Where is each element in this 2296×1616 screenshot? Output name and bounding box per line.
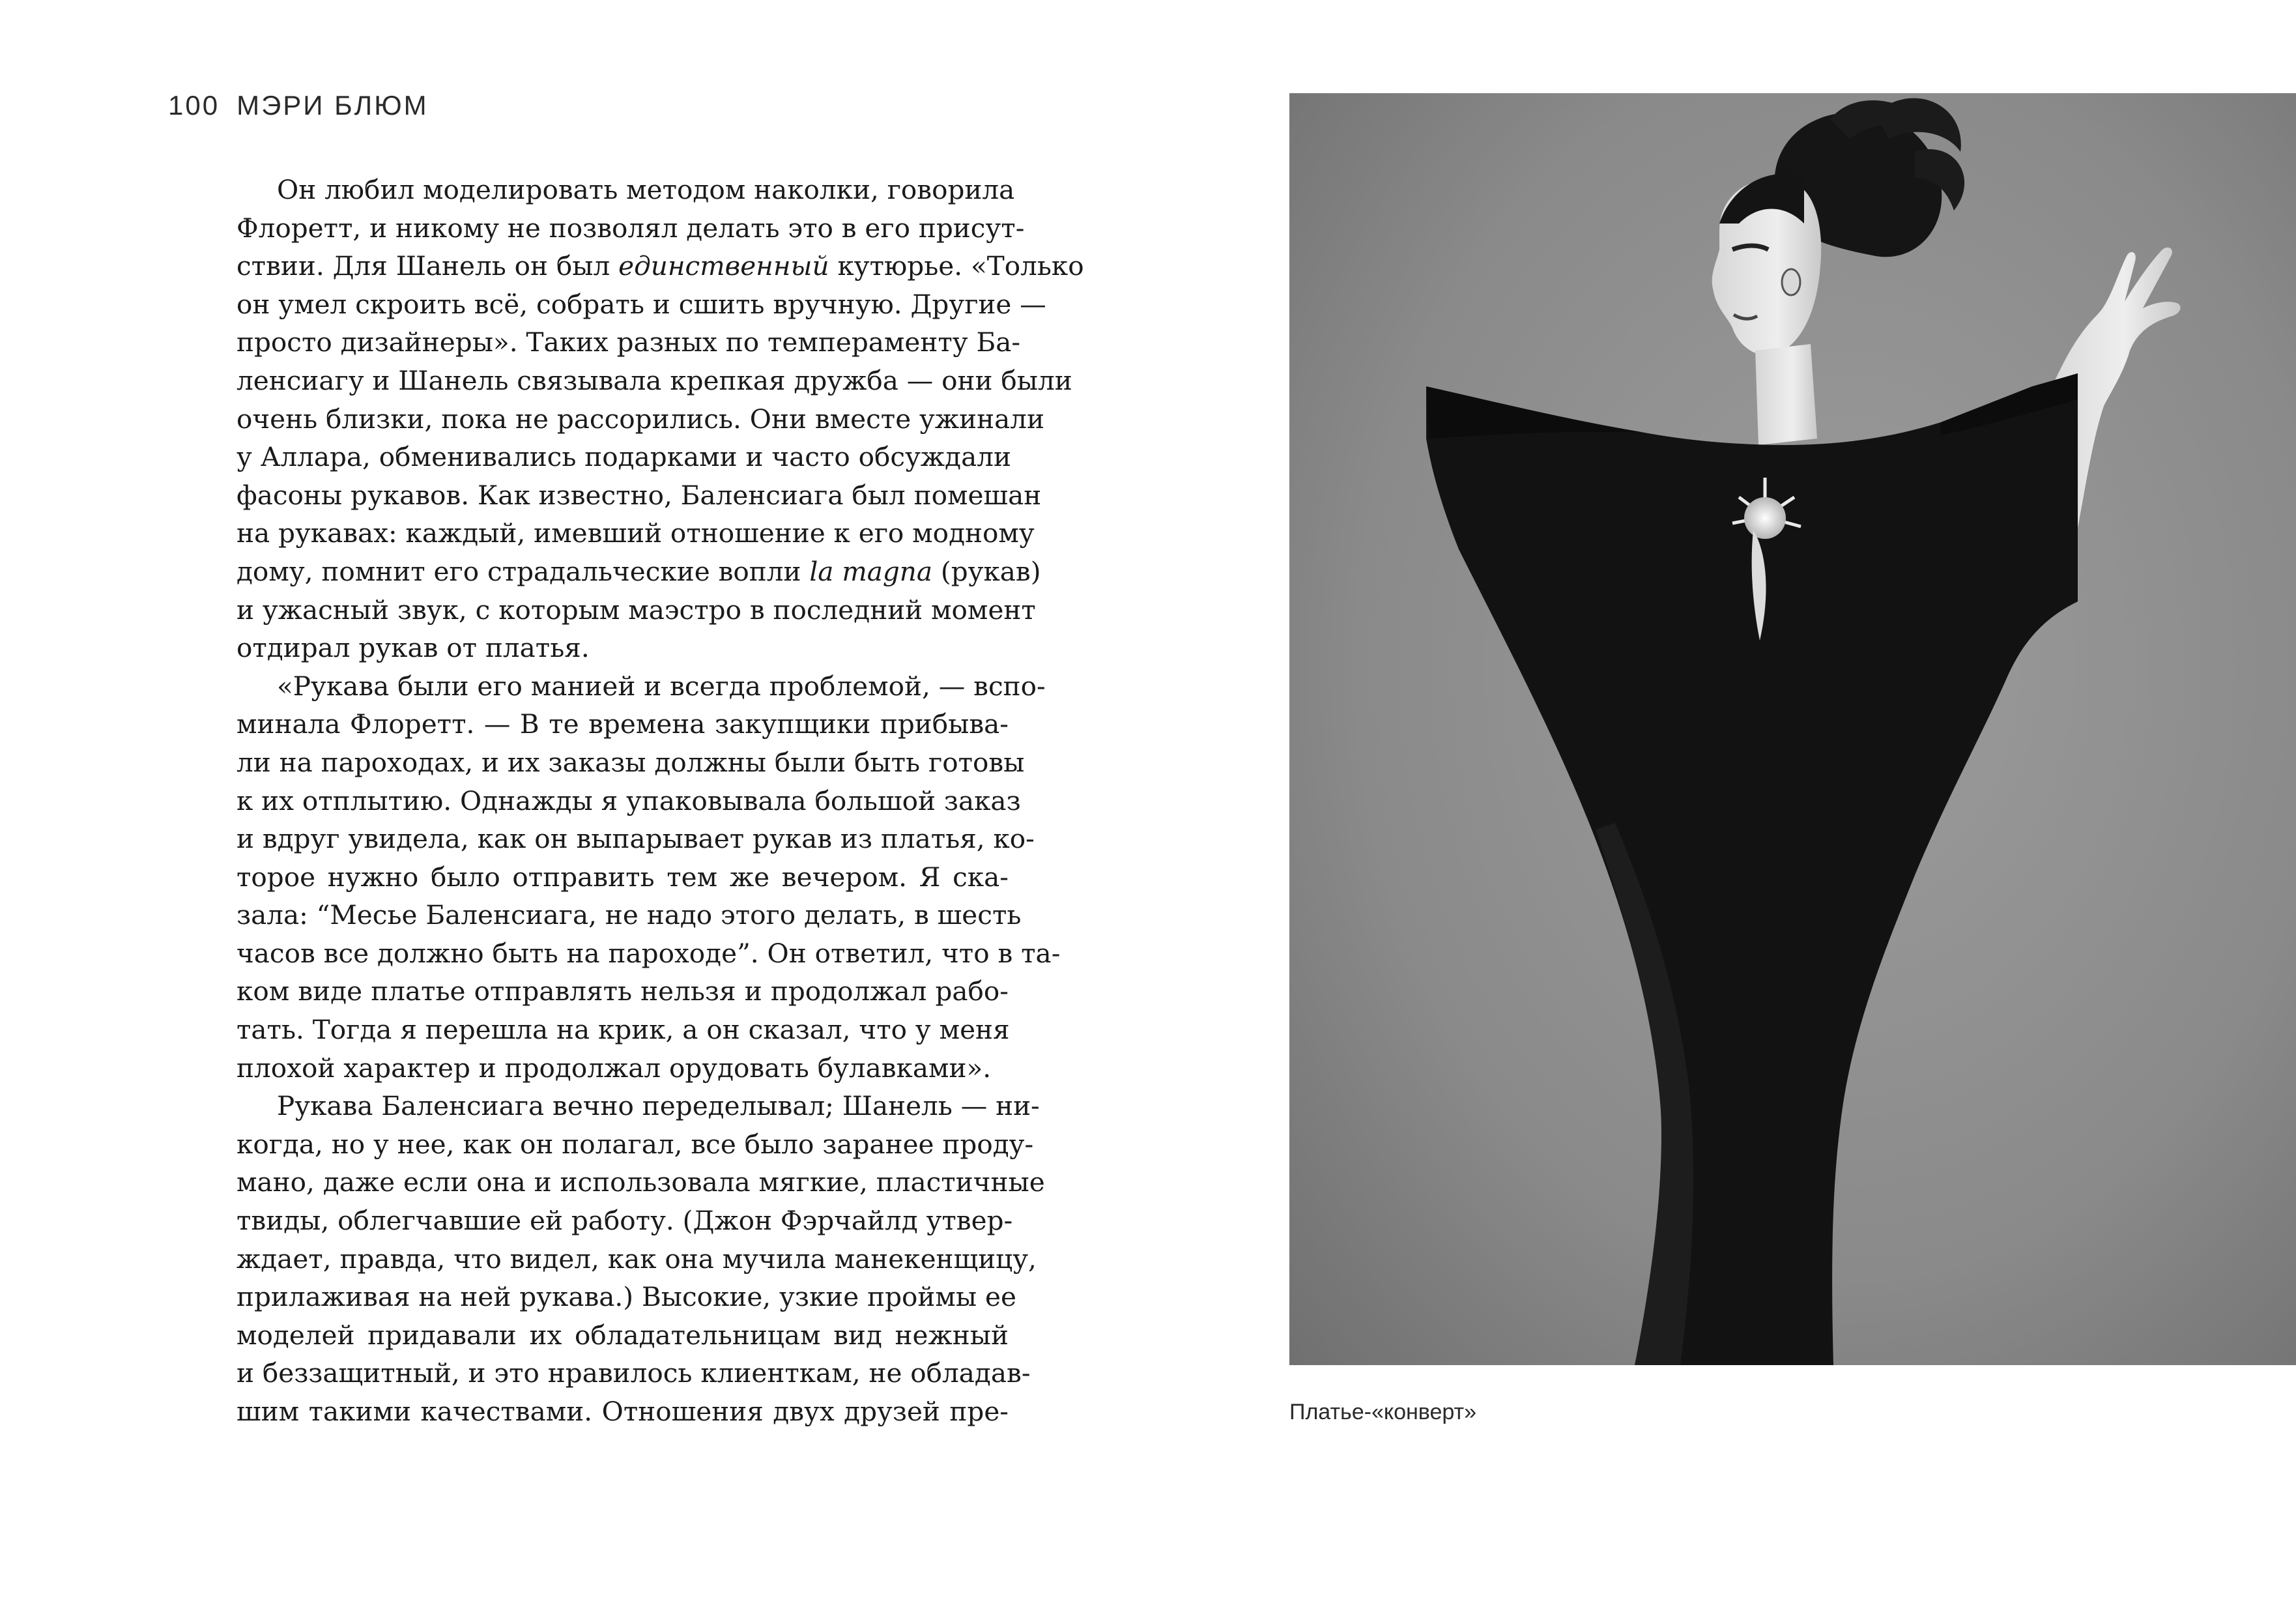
text-line: ждает, правда, что видел, как она мучила манекенщицу, — [237, 1243, 1037, 1275]
text-line: тать. Тогда я перешла на крик, а он сказал, что у меня — [237, 1014, 1010, 1046]
figure-caption: Платье-«конверт» — [1289, 1400, 1477, 1424]
text-line: очень близки, пока не рассорились. Они вместе ужинали — [237, 403, 1044, 435]
text-line: «Рукава были его манией и всегда проблемой, — вспо- — [277, 670, 1046, 702]
text-line: отдирал рукав от платья. — [237, 632, 590, 664]
text-line: у Аллара, обменивались подарками и часто обсуждали — [237, 441, 1011, 473]
text-line — [237, 247, 1084, 285]
text-run: дому, помнит его страдальческие вопли — [237, 555, 810, 587]
text-line: Рукава Баленсиага вечно переделывал; Шанель — ни- — [277, 1090, 1040, 1122]
text-line: ли на пароходах, и их заказы должны были быть готовы — [237, 746, 1025, 778]
text-line — [237, 553, 1041, 591]
text-run: (рукав) — [932, 555, 1041, 587]
text-line: зала: “Месье Баленсиага, не надо этого делать, в шесть — [237, 899, 1022, 931]
text-line: плохой характер и продолжал орудовать булавками». — [237, 1052, 992, 1084]
emphasis: la magna — [809, 555, 933, 587]
text-line: прилаживая на ней рукава.) Высокие, узкие проймы ее — [237, 1281, 1016, 1313]
photograph-envelope-dress — [1289, 93, 2296, 1365]
text-line: часов все должно быть на пароходе”. Он ответил, что в та- — [237, 937, 1061, 969]
text-run: ствии. Для Шанель он был — [237, 250, 619, 282]
emphasis: единственный — [618, 250, 829, 282]
body-text — [237, 171, 1084, 1431]
text-line: фасоны рукавов. Как известно, Баленсиага был помешан — [237, 479, 1042, 511]
text-line: он умел скроить всё, собрать и сшить вручную. Другие — — [237, 288, 1046, 320]
running-head — [168, 90, 429, 121]
text-line: ком виде платье отправлять нельзя и продолжал рабо- — [237, 975, 1009, 1007]
text-line: и вдруг увидела, как он выпарывает рукав из платья, ко- — [237, 823, 1035, 855]
text-run: кутюрье. «Только — [829, 250, 1084, 282]
text-line: просто дизайнеры». Таких разных по темпераменту Ба- — [237, 326, 1021, 358]
text-line: когда, но у нее, как он полагал, все было заранее проду- — [237, 1128, 1034, 1160]
text-line: моделей придавали их обладательницам вид нежный — [237, 1319, 1009, 1351]
text-line: минала Флоретт. — В те времена закупщики прибыва- — [237, 708, 1009, 740]
text-line: на рукавах: каждый, имевший отношение к его модному — [237, 517, 1035, 549]
text-line: мано, даже если она и использовала мягкие, пластичные — [237, 1166, 1045, 1198]
text-line: ленсиагу и Шанель связывала крепкая дружба — они были — [237, 364, 1072, 396]
text-line: Флоретт, и никому не позволял делать это в его присут- — [237, 212, 1025, 244]
running-title: МЭРИ БЛЮМ — [237, 90, 429, 121]
text-line: шим такими качествами. Отношения двух друзей пре- — [237, 1396, 1009, 1427]
text-line: твиды, облегчавшие ей работу. (Джон Фэрчайлд утвер- — [237, 1205, 1013, 1237]
photo-illustration — [1289, 93, 2296, 1365]
text-line: к их отплытию. Однажды я упаковывала большой заказ — [237, 785, 1021, 816]
text-line: торое нужно было отправить тем же вечером. Я ска- — [237, 861, 1009, 893]
text-line: и беззащитный, и это нравилось клиенткам, не обладав- — [237, 1357, 1031, 1389]
page-number: 100 — [168, 90, 220, 121]
text-line: Он любил моделировать методом наколки, говорила — [277, 174, 1015, 205]
text-line: и ужасный звук, с которым маэстро в последний момент — [237, 594, 1036, 626]
